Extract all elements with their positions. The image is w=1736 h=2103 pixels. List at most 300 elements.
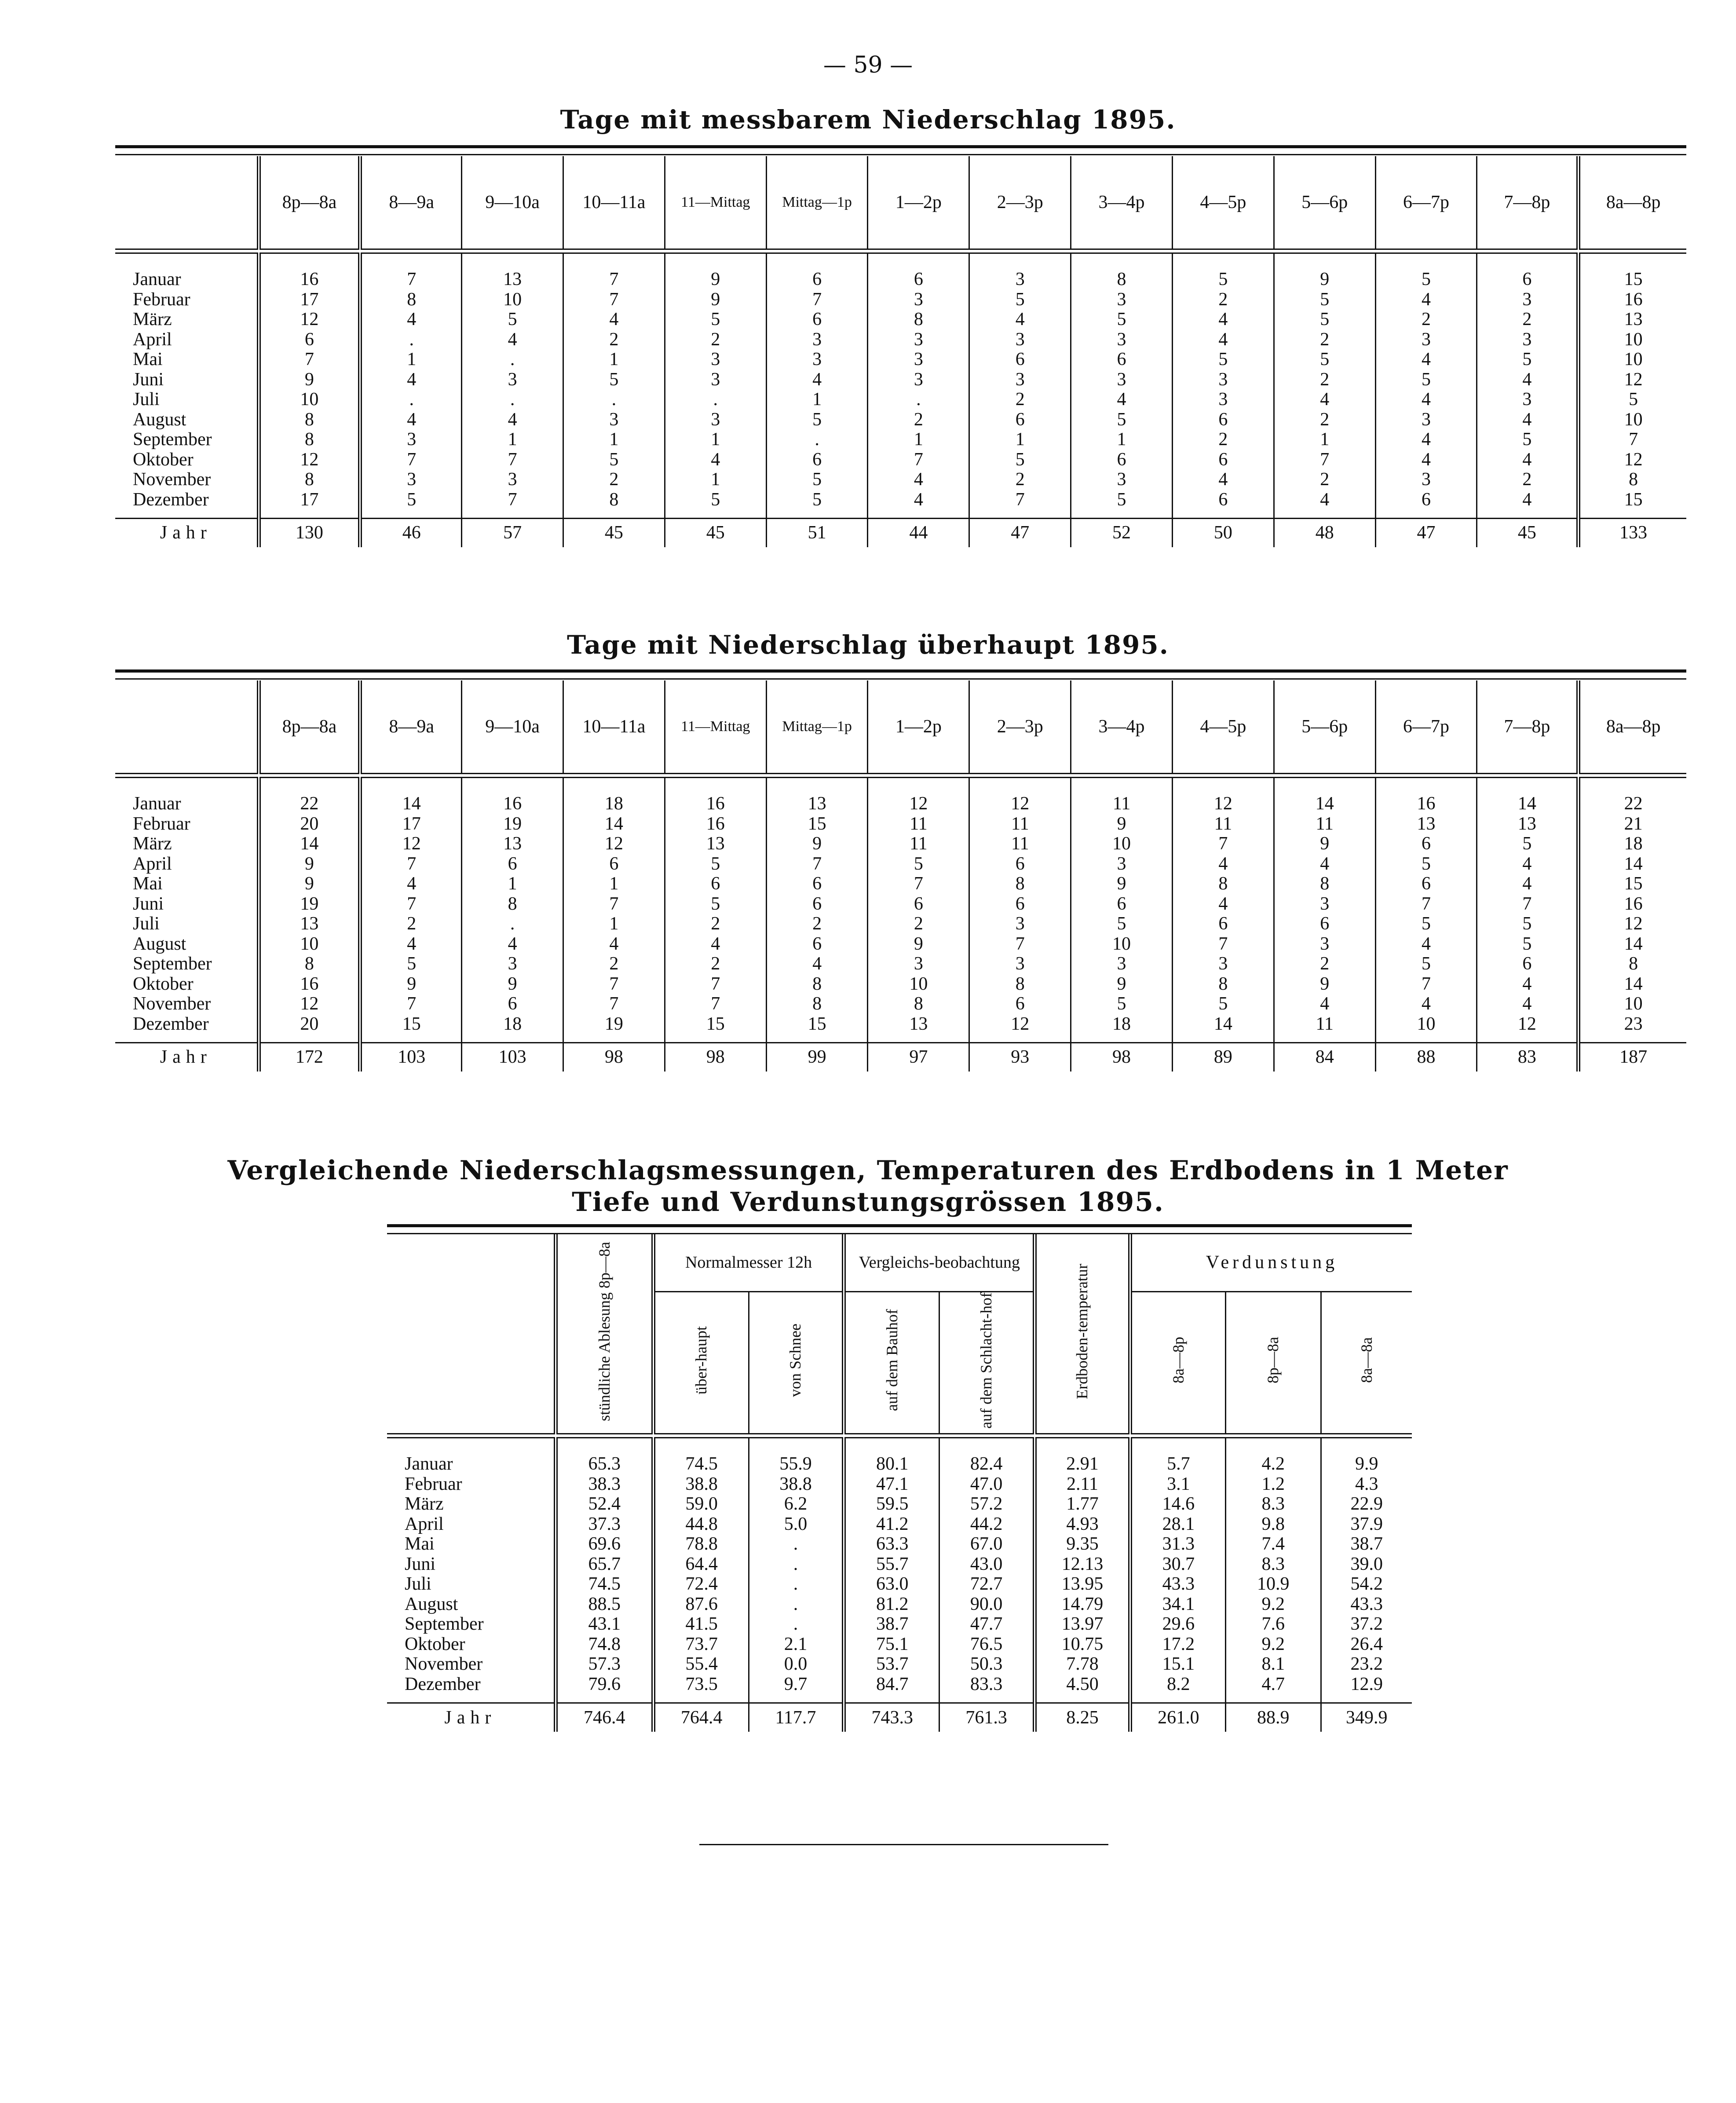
table-cell: 31.3 [1130,1534,1225,1554]
table-cell: 3 [868,350,969,370]
table-cell: 84.7 [844,1675,939,1703]
table-cell: 5 [1071,914,1173,934]
table-cell: 8.1 [1225,1654,1321,1675]
month-label: Dezember [405,1674,481,1694]
table-cell: 3 [868,370,969,390]
table1-col-header: 6—7p [1375,156,1477,249]
table2-header-row [115,680,1686,774]
table1-col-header: 2—3p [969,156,1071,249]
table2-top-rule [115,669,1686,673]
year-label: Jahr [115,1043,259,1072]
year-total-cell: 97 [868,1043,969,1072]
table-cell: 23 [1579,1014,1686,1043]
table-cell: 2.11 [1035,1474,1130,1495]
table-cell: 14 [1579,934,1686,955]
table-cell: 5 [1172,253,1274,290]
table2-col-header: 8p—8a [259,680,360,774]
table-cell: 3 [360,470,462,490]
table-cell: 1 [563,430,665,450]
table-cell: 5 [1274,310,1375,330]
table-cell: 6 [868,253,969,290]
table-cell: 47.1 [844,1474,939,1495]
table3-row [387,1635,1412,1655]
table-cell: 15 [766,814,868,834]
table-cell: 10.9 [1225,1574,1321,1595]
table-cell: 5 [665,490,766,519]
table-cell: 11 [1274,1014,1375,1043]
table-cell: 9.2 [1225,1595,1321,1615]
table-cell: 3 [1071,370,1173,390]
table-cell: 9 [1274,253,1375,290]
table1-top-rule [115,145,1686,148]
table-cell: 5 [1071,410,1173,430]
table-cell: 6 [969,350,1071,370]
table-cell: 7 [969,490,1071,519]
table-cell: 13 [259,914,360,934]
table-cell: 59.5 [844,1494,939,1514]
table-cell: 4 [563,310,665,330]
table-cell: 3 [969,330,1071,350]
table2-col-header: 6—7p [1375,680,1477,774]
table-cell: 3 [1172,954,1274,974]
table2-col-header [115,680,259,774]
table2-year-row [115,1043,1686,1072]
table-cell: 55.7 [844,1554,939,1575]
table-cell: 7 [462,450,563,470]
table1-col-header [115,156,259,249]
table-cell: 6 [462,854,563,874]
table-cell: 7 [563,994,665,1014]
table-cell: 7 [868,874,969,894]
table-cell: . [749,1534,844,1554]
table-cell: 37.3 [556,1514,653,1535]
year-total-cell: 8.25 [1035,1703,1130,1732]
table3-row [387,1614,1412,1635]
table-cell: 65.3 [556,1438,653,1474]
table-cell: 6 [969,410,1071,430]
table-cell: 17 [259,490,360,519]
table-cell: 16 [259,974,360,995]
table-cell: . [360,330,462,350]
table3-row [387,1595,1412,1615]
table3-sub-schlachthof: auf dem Schlacht-hof [939,1291,1035,1434]
table-cell: 5 [868,854,969,874]
month-label: November [133,469,211,490]
table-cell: 7 [360,994,462,1014]
table-cell: 4 [360,934,462,955]
table-cell: 3 [665,370,766,390]
table-cell: 9.8 [1225,1514,1321,1535]
table-cell: 63.0 [844,1574,939,1595]
table-cell: 5 [766,410,868,430]
year-total-cell: 117.7 [749,1703,844,1732]
table-cell: 7 [360,253,462,290]
year-total-cell: 98 [665,1043,766,1072]
year-total-cell: 52 [1071,519,1173,548]
year-total-cell: 89 [1172,1043,1274,1072]
table-cell: 3 [462,470,563,490]
table-cell: 4.7 [1225,1675,1321,1703]
table-cell: 14 [1172,1014,1274,1043]
table-cell: 57.3 [556,1654,653,1675]
table-cell: 4 [1477,370,1579,390]
table-cell: . [360,390,462,410]
table-cell: 5 [665,310,766,330]
table-cell: 5 [563,450,665,470]
table-cell: 9 [1071,874,1173,894]
table-cell: 18 [563,778,665,814]
table-cell: 14 [1579,854,1686,874]
table3-sub-bauhof: auf dem Bauhof [844,1291,939,1434]
table-cell: 12 [259,450,360,470]
year-total-cell: 261.0 [1130,1703,1225,1732]
table-cell: 8 [259,470,360,490]
table-cell: 14 [1579,974,1686,995]
table-cell: 5 [1477,914,1579,934]
table2-col-header: 3—4p [1071,680,1173,774]
table-cell: 5 [1375,914,1477,934]
table-cell: 6 [1477,253,1579,290]
table-cell: 4 [360,310,462,330]
table-cell: 9 [360,974,462,995]
table-cell: 3 [1477,390,1579,410]
month-label: August [133,933,186,954]
table3-title-line1: Vergleichende Niederschlagsmessungen, Temperaturen des Erdbodens in 1 Meter [227,1155,1509,1186]
table3-row [387,1474,1412,1495]
table-cell: 19 [462,814,563,834]
table-cell: 90.0 [939,1595,1035,1615]
year-total-cell: 84 [1274,1043,1375,1072]
table-cell: 11 [1172,814,1274,834]
table-cell: 5 [563,370,665,390]
table-cell: 6 [1172,410,1274,430]
table3-row [387,1654,1412,1675]
table-cell: 3 [1172,390,1274,410]
table-cell: 7.4 [1225,1534,1321,1554]
table-cell: 55.9 [749,1438,844,1474]
table-cell: . [868,390,969,410]
table-cell: 11 [868,814,969,834]
year-label: Jahr [115,519,259,548]
table1-col-header: 8—9a [360,156,462,249]
table-cell: 47.7 [939,1614,1035,1635]
table-cell: 2 [766,914,868,934]
year-total-cell: 764.4 [653,1703,749,1732]
table-cell: . [749,1574,844,1595]
month-label: Juni [133,893,164,914]
table-cell: 12 [360,834,462,854]
table3-row [387,1438,1412,1474]
table-cell: 10 [1375,1014,1477,1043]
table-cell: 72.4 [653,1574,749,1595]
table-cell: 2 [1274,370,1375,390]
table-cell: 5 [1375,854,1477,874]
table-cell: 9 [1071,814,1173,834]
table-cell: 44.2 [939,1514,1035,1535]
table-cell: 6 [766,253,868,290]
table-cell: 4 [360,410,462,430]
table-cell: 9 [1071,974,1173,995]
table-cell: 7.78 [1035,1654,1130,1675]
table-cell: 14.6 [1130,1494,1225,1514]
table-cell: 8 [868,310,969,330]
table3-vergleich-header: Vergleichs-beobachtung [844,1234,1035,1291]
table-cell: 57.2 [939,1494,1035,1514]
table-cell: 3 [462,370,563,390]
table-cell: 8 [360,290,462,310]
table-cell: 16 [1579,894,1686,914]
table-cell: 6 [259,330,360,350]
table-cell: 6 [766,450,868,470]
table-cell: 2 [563,470,665,490]
table2-row [115,994,1686,1014]
table-cell: 8 [563,490,665,519]
table-cell: 80.1 [844,1438,939,1474]
table-cell: 15 [766,1014,868,1043]
table3-normalmesser-header: Normalmesser 12h [653,1234,844,1291]
table-cell: 12 [868,778,969,814]
table-cell: 22 [1579,778,1686,814]
table-cell: 5 [1375,954,1477,974]
month-label: Januar [133,269,181,289]
table1-col-header: Mittag—1p [766,156,868,249]
table-cell: 4 [462,410,563,430]
table3-sub-8a-8p: 8a—8p [1130,1291,1225,1434]
table-cell: 8 [1172,974,1274,995]
table-cell: 10 [1579,350,1686,370]
table-cell: 4 [1477,974,1579,995]
table3-row [387,1554,1412,1575]
table-cell: 12 [969,778,1071,814]
table-cell: 12 [259,310,360,330]
table-cell: 67.0 [939,1534,1035,1554]
table3-erdboden-header: Erdboden-temperatur [1035,1234,1130,1434]
table-cell: 1 [462,430,563,450]
table-cell: 4 [766,370,868,390]
table-cell: 8.3 [1225,1554,1321,1575]
table-cell: 13 [1477,814,1579,834]
table-cell: 3 [868,330,969,350]
table-cell: 4 [360,874,462,894]
table-cell: 7.6 [1225,1614,1321,1635]
table-cell: 2 [1172,430,1274,450]
table2-row [115,954,1686,974]
table-cell: 7 [1172,834,1274,854]
year-total-cell: 99 [766,1043,868,1072]
table-cell: 1.2 [1225,1474,1321,1495]
table1-row [115,290,1686,310]
table-cell: 6 [1071,450,1173,470]
table-cell: 54.2 [1321,1574,1412,1595]
table1-row [115,370,1686,390]
table-cell: 7 [360,854,462,874]
table1-col-header: 11—Mittag [665,156,766,249]
table-cell: 7 [563,974,665,995]
year-total-cell: 93 [969,1043,1071,1072]
table-cell: 13.97 [1035,1614,1130,1635]
table-cell: 3 [1172,370,1274,390]
table1-row [115,350,1686,370]
table-cell: 37.9 [1321,1514,1412,1535]
table-cell: 6 [1375,490,1477,519]
table-cell: 4.93 [1035,1514,1130,1535]
year-total-cell: 46 [360,519,462,548]
table-cell: 6 [969,854,1071,874]
table-cell: 63.3 [844,1534,939,1554]
table-cell: 79.6 [556,1675,653,1703]
table-cell: 4 [665,450,766,470]
table-cell: 4 [1477,874,1579,894]
table1-col-header: 8p—8a [259,156,360,249]
table-cell: 12.9 [1321,1675,1412,1703]
table1-col-header: 8a—8p [1579,156,1686,249]
table3-title-line2: Tiefe und Verdunstungsgrössen 1895. [572,1187,1164,1218]
table-cell: 1 [665,470,766,490]
table3 [387,1234,1412,1732]
table1 [115,156,1686,547]
table-cell: 7 [766,290,868,310]
table-cell: 38.8 [653,1474,749,1495]
table-cell: 12 [1579,370,1686,390]
table2-col-header: 8—9a [360,680,462,774]
table-cell: 6 [1172,450,1274,470]
table-cell: 15.1 [1130,1654,1225,1675]
month-label: März [133,309,172,329]
table-cell: 10 [259,934,360,955]
table-cell: 14 [563,814,665,834]
table-cell: 20 [259,814,360,834]
table-cell: 34.1 [1130,1595,1225,1615]
table-cell: 3 [969,370,1071,390]
table3-top-rule [387,1224,1412,1227]
table-cell: 9 [1274,834,1375,854]
table-cell: 4 [1375,390,1477,410]
table-cell: 9 [868,934,969,955]
table-cell: 4 [766,954,868,974]
table-cell: 13.95 [1035,1574,1130,1595]
table-cell: 76.5 [939,1635,1035,1655]
table-cell: 9 [766,834,868,854]
table-cell: 8 [259,430,360,450]
table-cell: 4.3 [1321,1474,1412,1495]
table-cell: 4 [1274,390,1375,410]
table-cell: 8 [462,894,563,914]
table-cell: 5 [766,490,868,519]
table3-header-rule [387,1434,1412,1438]
table-cell: 10 [462,290,563,310]
year-total-cell: 743.3 [844,1703,939,1732]
table2-col-header: 4—5p [1172,680,1274,774]
table-cell: 4 [1172,894,1274,914]
table2-row [115,974,1686,995]
table-cell: 4 [1375,430,1477,450]
table-cell: 2 [1477,470,1579,490]
year-label: Jahr [387,1703,556,1732]
table-cell: 5 [1477,834,1579,854]
table-cell: 7 [563,290,665,310]
year-total-cell: 746.4 [556,1703,653,1732]
table-cell: 3 [1274,934,1375,955]
table1-row [115,490,1686,519]
table-cell: 1 [462,874,563,894]
table-cell: 6 [1071,350,1173,370]
table-cell: 9.35 [1035,1534,1130,1554]
month-label: Mai [133,874,163,894]
month-label: August [133,409,186,430]
table-cell: 4 [1477,854,1579,874]
table-cell: 69.6 [556,1534,653,1554]
table-cell: 7 [766,854,868,874]
table-cell: 5 [1375,370,1477,390]
table-cell: . [462,914,563,934]
table-cell: 43.0 [939,1554,1035,1575]
table-cell: 17 [259,290,360,310]
table-cell: 72.7 [939,1574,1035,1595]
table-cell: 1 [360,350,462,370]
table-cell: 78.8 [653,1534,749,1554]
table-cell: . [563,390,665,410]
table-cell: 4 [1477,410,1579,430]
table-cell: 2 [665,330,766,350]
table1-row [115,410,1686,430]
table3-sub-schnee: von Schnee [749,1291,844,1434]
table1-year-row [115,519,1686,548]
table2 [115,680,1686,1072]
table-cell: 22 [259,778,360,814]
table-cell: 37.2 [1321,1614,1412,1635]
table-cell: 12 [969,1014,1071,1043]
table-cell: 5 [665,894,766,914]
table-cell: 3 [1477,330,1579,350]
table-cell: 8 [1172,874,1274,894]
table3-sub-8a-8a: 8a—8a [1321,1291,1412,1434]
table-cell: 12 [563,834,665,854]
table-cell: 3 [1375,410,1477,430]
table-cell: 10 [1579,330,1686,350]
table-cell: 13 [462,834,563,854]
table-cell: 3 [1375,330,1477,350]
table-cell: 4 [1477,994,1579,1014]
table-cell: 10 [1579,410,1686,430]
table-cell: 4 [1375,934,1477,955]
month-label: Juli [405,1574,431,1595]
table-cell: 5 [360,954,462,974]
table-cell: . [749,1614,844,1635]
table-cell: 75.1 [844,1635,939,1655]
month-label: Januar [405,1454,453,1474]
year-total-cell: 761.3 [939,1703,1035,1732]
year-total-cell: 133 [1579,519,1686,548]
table-cell: 5 [1375,253,1477,290]
table-cell: 10.75 [1035,1635,1130,1655]
table2-row [115,814,1686,834]
table-cell: 38.8 [749,1474,844,1495]
table-cell: 55.4 [653,1654,749,1675]
year-total-cell: 47 [1375,519,1477,548]
table-cell: 6 [766,934,868,955]
table-cell: 1 [563,350,665,370]
table-cell: 19 [259,894,360,914]
table-cell: 9 [259,874,360,894]
table-cell: 6 [1375,834,1477,854]
table-cell: 18 [1071,1014,1173,1043]
table-cell: 9 [259,370,360,390]
table-cell: 4 [1477,490,1579,519]
table-cell: 3 [969,914,1071,934]
table-cell: 8 [1579,954,1686,974]
table-cell: 8 [1579,470,1686,490]
table-cell: 11 [969,814,1071,834]
